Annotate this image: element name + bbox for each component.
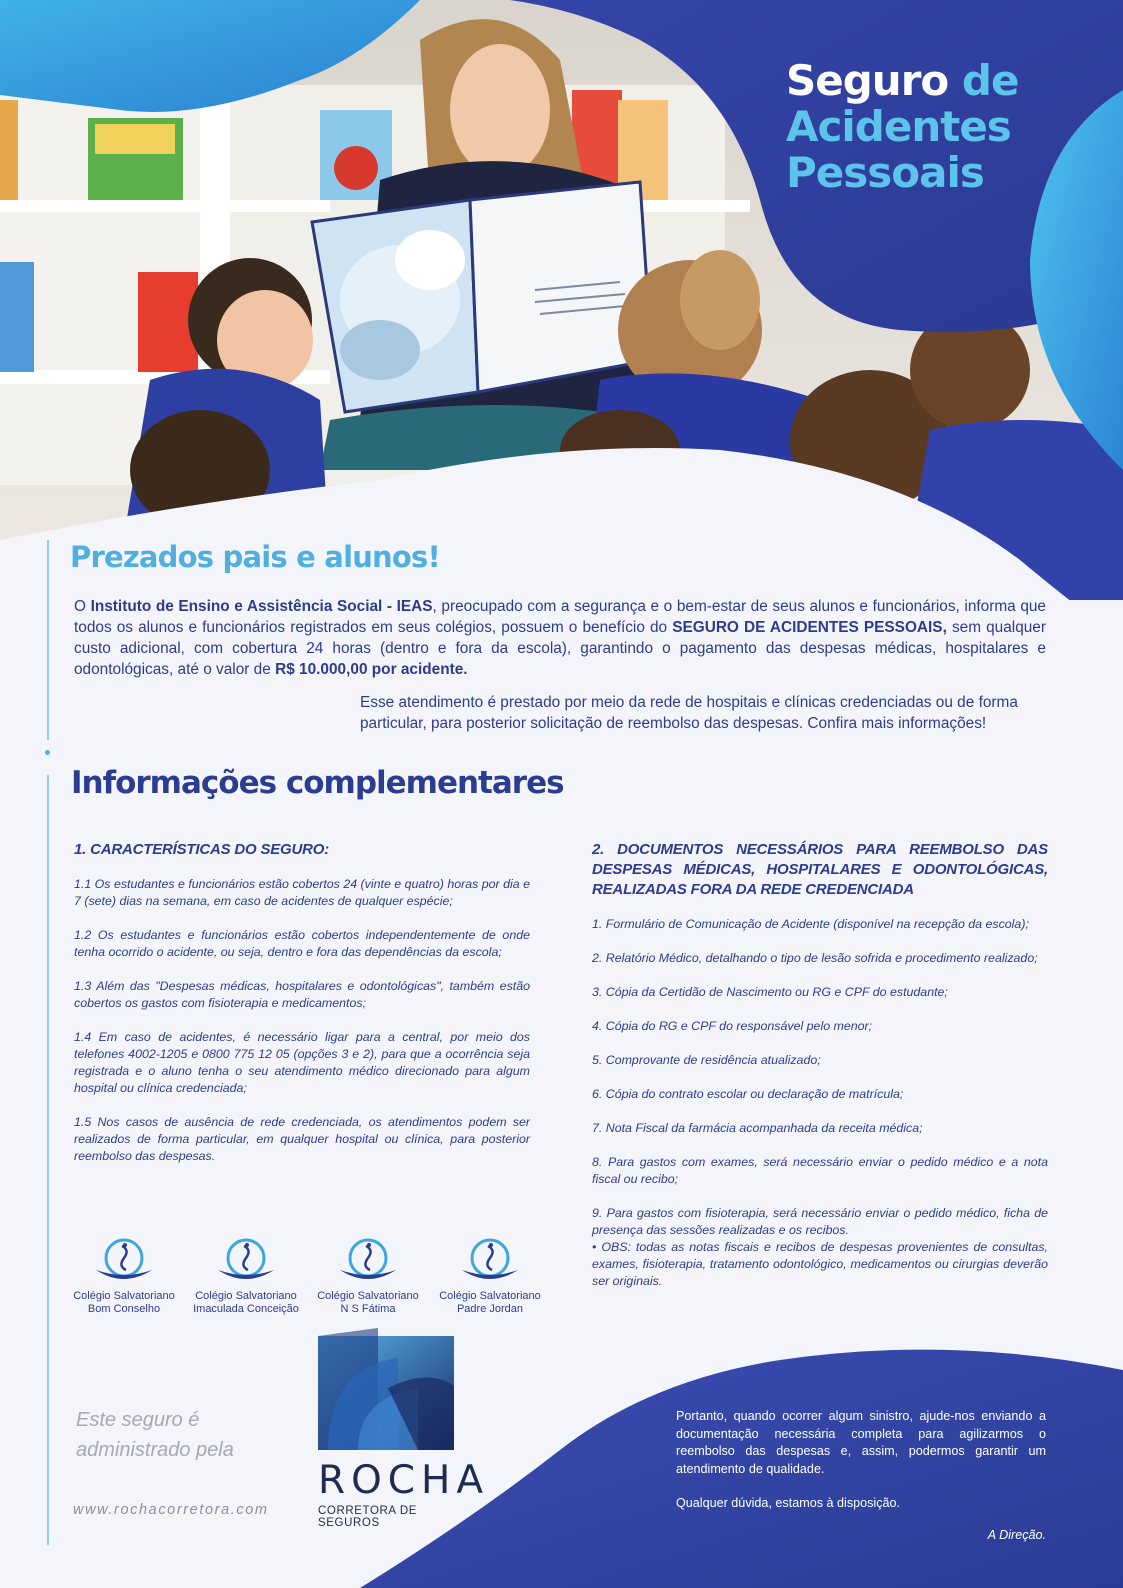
salvatoriano-emblem-icon <box>458 1236 522 1286</box>
website-link[interactable]: www.rochacorretora.com <box>73 1502 269 1518</box>
title-word-seguro: Seguro <box>786 56 949 105</box>
features-heading: 1. CARACTERÍSTICAS DO SEGURO: <box>74 841 330 858</box>
school-name-line2: N S Fátima <box>340 1303 396 1315</box>
title-word-de: de <box>961 56 1019 105</box>
salvatoriano-emblem-icon <box>336 1236 400 1286</box>
closing-paragraph: Portanto, quando ocorrer algum sinistro, ajude-nos enviando a documentação necessária completa para agilizarmos o reembolso das despesas e, assim, podermos garantir um atendimento de qualidade. <box>676 1409 1046 1476</box>
brand-subtitle: CORRETORA DE SEGUROS <box>318 1505 418 1529</box>
school-logo-padre-jordan <box>430 1236 550 1316</box>
feature-item: 1.1 Os estudantes e funcionários estão cobertos 24 (vinte e quatro) horas por dia e 7 (sete) dias na semana, em caso de acidentes de qualquer espécie; <box>74 877 530 908</box>
feature-item: 1.5 Nos casos de ausência de rede credenciada, os atendimentos podem ser realizados de forma particular, em qualquer hospital ou clínica, para posterior reembolso das despesas. <box>74 1115 530 1163</box>
title-word-acidentes: Acidentes <box>786 102 1011 151</box>
required-documents-column <box>592 840 1048 1290</box>
accent-dot <box>45 750 50 755</box>
documents-heading: 2. DOCUMENTOS NECESSÁRIOS PARA REEMBOLSO DAS DESPESAS MÉDICAS, HOSPITALARES E ODONTOLÓGICAS, REALIZADAS FORA DA REDE CREDENCIADA <box>592 841 1048 898</box>
document-item: 7. Nota Fiscal da farmácia acompanhada da receita médica; <box>592 1121 923 1135</box>
closing-paragraph-2: Qualquer dúvida, estamos à disposição. <box>676 1496 901 1510</box>
document-item: 3. Cópia da Certidão de Nascimento ou RG e CPF do estudante; <box>592 985 948 999</box>
school-name: Colégio Salvatoriano <box>317 1290 419 1302</box>
title-word-pessoais: Pessoais <box>786 148 984 197</box>
school-name: Colégio Salvatoriano <box>195 1290 297 1302</box>
document-item: 2. Relatório Médico, detalhando o tipo de lesão sofrida e procedimento realizado; <box>592 951 1038 965</box>
brand-name: ROCHA <box>318 1458 490 1503</box>
intro-paragraph: O Instituto de Ensino e Assistência Social - IEAS, preocupado com a segurança e o bem-estar de seus alunos e funcionários, informa que todos os alunos e funcionários registrados em seus colégios, possuem o benefício do SEGURO DE ACIDENTES PESSOAIS, sem qualquer custo adicional, com cobertura 24 horas (dentro e fora da escola), garantindo o pagamento das despesas médicas, hospitalares e odontológicas, até o valor de R$ 10.000,00 por acidente. <box>74 598 1046 678</box>
salvatoriano-emblem-icon <box>92 1236 156 1286</box>
school-name: Colégio Salvatoriano <box>439 1290 541 1302</box>
school-name: Colégio Salvatoriano <box>73 1290 175 1302</box>
school-logo-ns-fatima <box>308 1236 428 1316</box>
document-item: 5. Comprovante de residência atualizado; <box>592 1053 821 1067</box>
obs-note: • OBS: todas as notas fiscais e recibos de despesas provenientes de consultas, exames, fisioterapia, tratamento odontológico, medicamentos ou cirurgias deverão ser originais. <box>592 1240 1048 1288</box>
school-logo-bom-conselho <box>64 1236 184 1316</box>
intro-heading: Prezados pais e alunos! <box>70 540 440 574</box>
page-title <box>786 58 1086 196</box>
document-item: 1. Formulário de Comunicação de Acidente (disponível na recepção da escola); <box>592 917 1029 931</box>
intro-accent-line <box>47 540 49 740</box>
signature: A Direção. <box>987 1528 1046 1542</box>
info-heading: Informações complementares <box>71 765 564 801</box>
salvatoriano-emblem-icon <box>214 1236 278 1286</box>
school-name-line2: Padre Jordan <box>456 1303 524 1315</box>
school-name-line2: Imaculada Conceição <box>193 1303 299 1315</box>
intro-paragraph-2: Esse atendimento é prestado por meio da rede de hospitais e clínicas credenciadas ou de forma particular, para posterior solicitação de reembolso das despesas. Confira mais informações! <box>360 694 1018 732</box>
document-item: 8. Para gastos com exames, será necessário enviar o pedido médico e a nota fiscal ou recibo; <box>592 1155 1048 1186</box>
closing-message <box>676 1408 1046 1530</box>
feature-item: 1.2 Os estudantes e funcionários estão cobertos independentemente de onde tenha ocorrido o acidente, ou seja, dentro e fora das dependências da escola; <box>74 928 530 959</box>
insurance-features-column <box>74 840 530 1182</box>
document-item: 6. Cópia do contrato escolar ou declaração de matrícula; <box>592 1087 904 1101</box>
rocha-logo-icon <box>318 1328 454 1458</box>
feature-item: 1.4 Em caso de acidentes, é necessário ligar para a central, por meio dos telefones 4002-1205 e 0800 775 12 05 (opções 3 e 2), para que a ocorrência seja registrada e o aluno tenha o seu atendimento médico direcionado para algum hospital ou clínica credenciada; <box>74 1030 530 1095</box>
school-logo-imaculada-conceicao <box>186 1236 306 1316</box>
school-name-line2: Bom Conselho <box>87 1303 161 1315</box>
document-item: 9. Para gastos com fisioterapia, será necessário enviar o pedido médico, ficha de presença das sessões realizadas e os recibos. <box>592 1206 1048 1237</box>
administered-by-text: Este seguro é administrado pela <box>76 1409 234 1461</box>
feature-item: 1.3 Além das "Despesas médicas, hospitalares e odontológicas", também estão cobertos os gastos com fisioterapia e medicamentos; <box>74 979 530 1010</box>
document-item: 4. Cópia do RG e CPF do responsável pelo menor; <box>592 1019 873 1033</box>
